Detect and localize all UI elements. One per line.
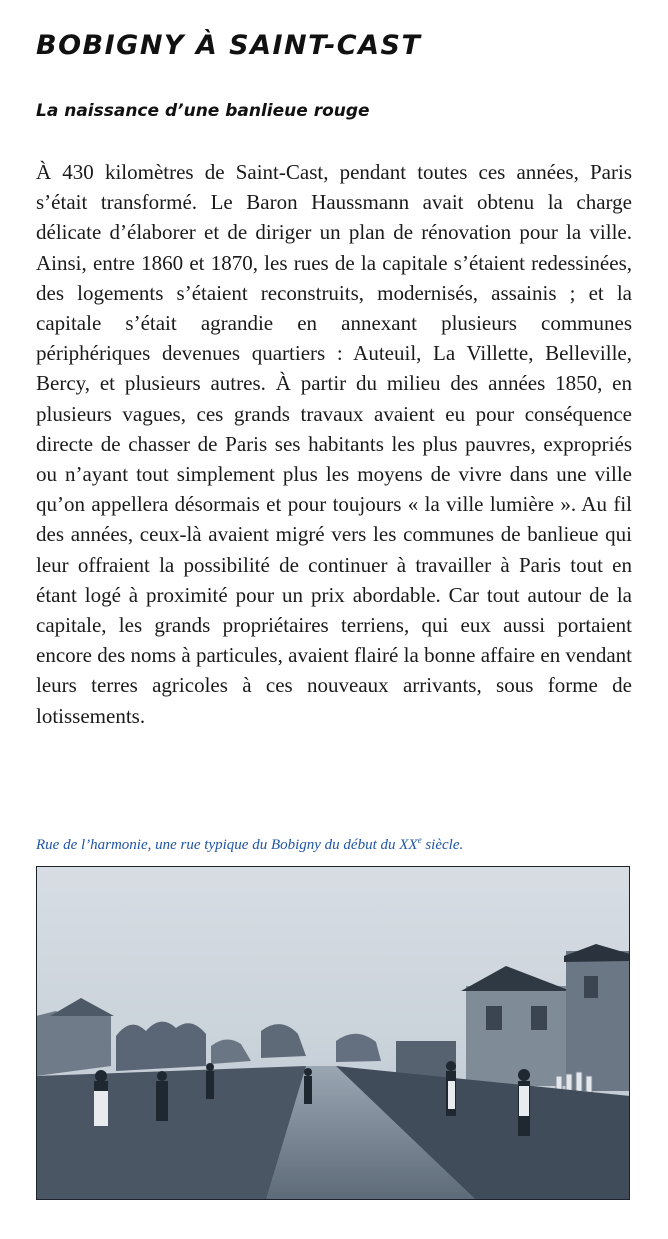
left-trees xyxy=(116,1022,206,1071)
window xyxy=(531,1006,547,1030)
article-subtitle: La naissance d’une banlieue rouge xyxy=(36,101,370,121)
window xyxy=(584,976,598,998)
caption-text: Rue de l’harmonie, une rue typique du Bobigny du début du XX xyxy=(36,837,418,853)
left-house xyxy=(36,1011,111,1076)
right-building xyxy=(566,951,630,1091)
right-house-large xyxy=(466,986,566,1086)
street-photo-illustration xyxy=(36,866,630,1200)
photo-caption xyxy=(36,837,463,854)
article-title: BOBIGNY À SAINT-CAST xyxy=(36,30,422,61)
street-photo xyxy=(36,866,630,1200)
caption-superscript: e xyxy=(417,835,422,845)
left-ground xyxy=(36,1066,306,1200)
window xyxy=(486,1006,502,1030)
article-body: À 430 kilomètres de Saint-Cast, pendant toutes ces années, Paris s’était transformé. Le Baron Haussmann avait obtenu la charge délicate d’élaborer et de diriger un plan de rénovation pour la ville. Ainsi, entre 1860 et 1870, les rues de la capitale s’étaient redessinées, des logements s’étaient reconstruits, modernisés, assainis ; et la capitale s’était agrandie en annexant plusieurs communes périphériques devenues quartiers : Auteuil, La Villette, Belleville, Bercy, et plusieurs autres. À partir du milieu des années 1850, en plusieurs vagues, ces grands travaux avaient eu pour conséquence directe de chasser de Paris ses habitants les plus pauvres, expropriés ou n’ayant tout simplement plus les moyens de vivre dans une ville qu’on appellera désormais et pour toujours « la ville lumière ». Au fil des années, ceux-là avaient migré vers les communes de banlieue qui leur offraient la possibilité de continuer à travailler à Paris tout en étant logé à proximité pour un prix abordable. Car tout autour de la capitale, les grands propriétaires terriens, qui eux aussi portaient encore des noms à particules, avaient flairé la bonne affaire en vendant leurs terres agricoles à ces nouveaux arrivants, sous forme de lotissements. xyxy=(36,160,632,728)
caption-text-end: siècle. xyxy=(421,837,464,853)
